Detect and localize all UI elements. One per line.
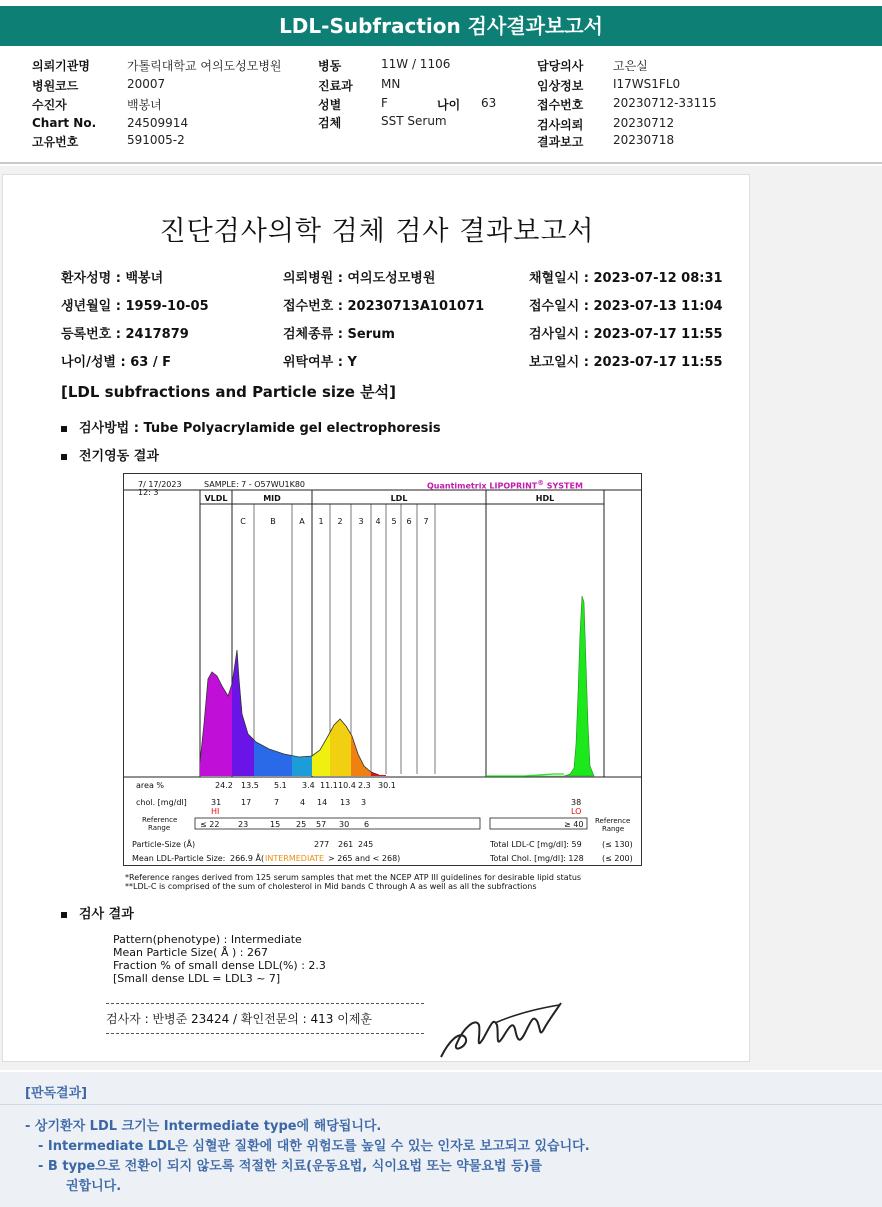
fraction-area — [292, 756, 312, 776]
chol-value: 38 — [571, 798, 582, 807]
chol-value: 7 — [274, 798, 280, 807]
fraction-area — [254, 740, 292, 776]
patient-info: 의뢰병원 : 여의도성모병원 — [283, 271, 436, 286]
interpretation-line: - B type으로 전환이 되지 않도록 적절한 치료(운동요법, 식이요법 또는 약물요법 등)를 — [38, 1159, 543, 1174]
ps-value: 261 — [338, 840, 354, 849]
mean-class: INTERMEDIATE — [265, 854, 325, 863]
hdr-label: 접수번호 — [537, 98, 584, 112]
bullet-icon — [61, 912, 67, 918]
group-label: MID — [263, 494, 281, 503]
patient-info: 검사일시 : 2023-07-17 11:55 — [529, 327, 723, 342]
chol-value: 14 — [317, 798, 328, 807]
hdr-value: 백봉녀 — [127, 98, 162, 112]
area-label: area % — [136, 781, 164, 790]
patient-info: 접수일시 : 2023-07-13 11:04 — [529, 299, 723, 314]
ref-value: 30 — [339, 820, 350, 829]
ps-label: Particle-Size (Å) — [132, 840, 196, 849]
hdr-label: 검체 — [318, 116, 342, 130]
patient-info: 나이/성별 : 63 / F — [61, 355, 172, 370]
patient-info: 환자성명 : 백봉녀 — [61, 271, 164, 286]
group-label: HDL — [535, 494, 555, 503]
band-label: 2 — [337, 517, 343, 526]
area-value: 2.3 — [358, 781, 371, 790]
area-value: 30.1 — [378, 781, 396, 790]
lipoprint-chart — [123, 473, 642, 866]
ref-value: 23 — [238, 820, 249, 829]
hdr-value: 20230712 — [613, 116, 675, 130]
band-label: A — [299, 517, 305, 526]
handwritten-signature — [435, 995, 565, 1065]
patient-info: 접수번호 : 20230713A101071 — [283, 299, 485, 314]
hdr-value: 63 — [481, 96, 497, 110]
area-value: 10.4 — [338, 781, 356, 790]
patient-info: 등록번호 : 2417879 — [61, 327, 189, 342]
result-heading — [61, 903, 134, 922]
ps-value: 245 — [358, 840, 374, 849]
total-chol-ref: (≤ 200) — [602, 854, 633, 863]
ref-right-label: Range — [602, 825, 625, 833]
hdr-label: 수진자 — [32, 98, 67, 112]
chart-plot — [124, 474, 641, 865]
hdr-value: 고은실 — [613, 59, 648, 73]
area-value: 11.1 — [320, 781, 338, 790]
total-chol: Total Chol. [mg/dl]: 128 — [490, 854, 584, 863]
electro-text: 전기영동 결과 — [79, 449, 159, 464]
hdr-label: 진료과 — [318, 79, 353, 93]
signer-line: 검사자 : 반병준 23424 / 확인전문의 : 413 이제훈 — [106, 1012, 373, 1026]
hdr-value: 20230712-33115 — [613, 96, 717, 110]
band-label: C — [240, 517, 246, 526]
hdr-value: SST Serum — [381, 114, 447, 128]
total-ldl: Total LDL-C [mg/dl]: 59 — [490, 840, 582, 849]
interpretation-panel — [0, 1072, 882, 1207]
hdr-value: F — [381, 96, 388, 110]
brand-mark: ® — [537, 479, 544, 487]
hdr-label: 의뢰기관명 — [32, 59, 90, 73]
total-ldl-ref: (≤ 130) — [602, 840, 633, 849]
band-label: 6 — [406, 517, 412, 526]
hdr-label: 검사의뢰 — [537, 118, 584, 132]
band-label: 4 — [375, 517, 381, 526]
header-info — [0, 48, 882, 164]
bullet-icon — [61, 454, 67, 460]
ref-value: 15 — [270, 820, 281, 829]
chol-value: 31 — [211, 798, 222, 807]
lo-flag: LO — [571, 807, 582, 816]
hdr-label: 결과보고 — [537, 135, 584, 149]
report-title: LDL-Subfraction 검사결과보고서 — [0, 6, 882, 46]
mean-paren: ( — [261, 854, 265, 863]
signature-block — [106, 1003, 426, 1034]
chol-value: 3 — [361, 798, 367, 807]
ref-right-label: Reference — [595, 817, 631, 825]
hdr-label: 병원코드 — [32, 79, 79, 93]
ref-value: 6 — [364, 820, 370, 829]
method-text: 검사방법 : Tube Polyacrylamide gel electrophoresis — [79, 421, 441, 436]
patient-info: 보고일시 : 2023-07-17 11:55 — [529, 355, 723, 370]
group-label: LDL — [390, 494, 408, 503]
footnote: **LDL-C is comprised of the sum of cholesterol in Mid bands C through A as well as all the subfractions — [125, 882, 537, 891]
hdr-value: I17WS1FL0 — [613, 77, 681, 91]
interpretation-line: 권합니다. — [66, 1179, 122, 1194]
band-label: 7 — [423, 517, 429, 526]
hdr-label: 성별 — [318, 98, 342, 112]
patient-info: 채혈일시 : 2023-07-12 08:31 — [529, 271, 723, 286]
ref-value: 57 — [316, 820, 327, 829]
mean-rule: > 265 and < 268) — [328, 854, 401, 863]
divider — [106, 1033, 424, 1034]
scanned-report — [2, 174, 750, 1062]
mean-size: 266.9 Å — [230, 854, 261, 863]
patient-info: 위탁여부 : Y — [283, 355, 357, 370]
electro-line — [61, 445, 159, 464]
chol-value: 13 — [340, 798, 351, 807]
footnote: *Reference ranges derived from 125 serum samples that met the NCEP ATP III guidelines for desirable lipid status — [125, 873, 582, 882]
fraction-area — [200, 672, 232, 776]
hdr-value: 11W / 1106 — [381, 57, 451, 71]
chol-label: chol. [mg/dl] — [136, 798, 187, 807]
chart-date: 7/ 17/2023 — [138, 480, 182, 489]
result-line: [Small dense LDL = LDL3 ~ 7] — [113, 972, 281, 985]
hdr-value: 20007 — [127, 77, 166, 91]
hi-flag: HI — [211, 807, 220, 816]
brand-name: Quantimetrix LIPOPRINT — [427, 481, 538, 491]
hdr-value: 591005-2 — [127, 133, 185, 147]
group-label: VLDL — [204, 494, 228, 503]
ref-value: 25 — [296, 820, 307, 829]
result-line: Fraction % of small dense LDL(%) : 2.3 — [113, 959, 326, 972]
hdr-value: 24509914 — [127, 116, 189, 130]
ref-value: ≤ 22 — [200, 820, 220, 829]
bullet-icon — [61, 426, 67, 432]
fraction-area — [330, 719, 351, 776]
chol-value: 17 — [241, 798, 252, 807]
fraction-area — [232, 650, 254, 776]
hdr-label: 임상정보 — [537, 79, 584, 93]
hdr-label: Chart No. — [32, 116, 97, 130]
band-label: 1 — [318, 517, 324, 526]
divider — [0, 1104, 882, 1105]
method-line — [61, 417, 441, 436]
chart-time: 12: 3 — [138, 488, 159, 497]
band-label: 5 — [391, 517, 397, 526]
result-line: Pattern(phenotype) : Intermediate — [113, 933, 302, 946]
chol-value: 4 — [300, 798, 306, 807]
band-label: B — [270, 517, 276, 526]
hdr-value: MN — [381, 77, 401, 91]
result-block — [113, 933, 326, 985]
area-value: 5.1 — [274, 781, 287, 790]
hdr-label: 담당의사 — [537, 59, 584, 73]
interpretation-line: - 상기환자 LDL 크기는 Intermediate type에 해당됩니다. — [25, 1119, 382, 1134]
chart-sample: SAMPLE: 7 - O57WU1K80 — [204, 480, 305, 489]
hdr-value: 20230718 — [613, 133, 675, 147]
result-head-text: 검사 결과 — [79, 907, 134, 922]
interpretation-line: - Intermediate LDL은 심혈관 질환에 대한 위험도를 높일 수 있는 인자로 보고되고 있습니다. — [38, 1139, 590, 1154]
document-viewer — [0, 166, 882, 1070]
band-label: 3 — [358, 517, 364, 526]
hdl-peak — [488, 596, 594, 776]
hdr-label: 고유번호 — [32, 135, 79, 149]
section-title: [LDL subfractions and Particle size 분석] — [61, 383, 397, 401]
ref-label: Reference — [142, 816, 178, 824]
ref-value: ≥ 40 — [564, 820, 584, 829]
area-value: 24.2 — [215, 781, 233, 790]
area-value: 3.4 — [302, 781, 315, 790]
patient-info: 검체종류 : Serum — [283, 327, 395, 342]
hdr-value: 가톨릭대학교 여의도성모병원 — [127, 59, 282, 73]
mean-label: Mean LDL-Particle Size: — [132, 854, 226, 863]
result-line: Mean Particle Size( Å ) : 267 — [113, 946, 268, 959]
ps-value: 277 — [314, 840, 330, 849]
hdr-label: 병동 — [318, 59, 342, 73]
paper-title: 진단검사의학 검체 검사 결과보고서 — [159, 216, 595, 247]
ref-label: Range — [148, 824, 171, 832]
interpretation-title: [판독결과] — [25, 1086, 88, 1101]
patient-info: 생년월일 : 1959-10-05 — [61, 299, 209, 314]
hdr-label: 나이 — [437, 98, 461, 112]
brand-tail: SYSTEM — [543, 481, 583, 491]
area-value: 13.5 — [241, 781, 259, 790]
